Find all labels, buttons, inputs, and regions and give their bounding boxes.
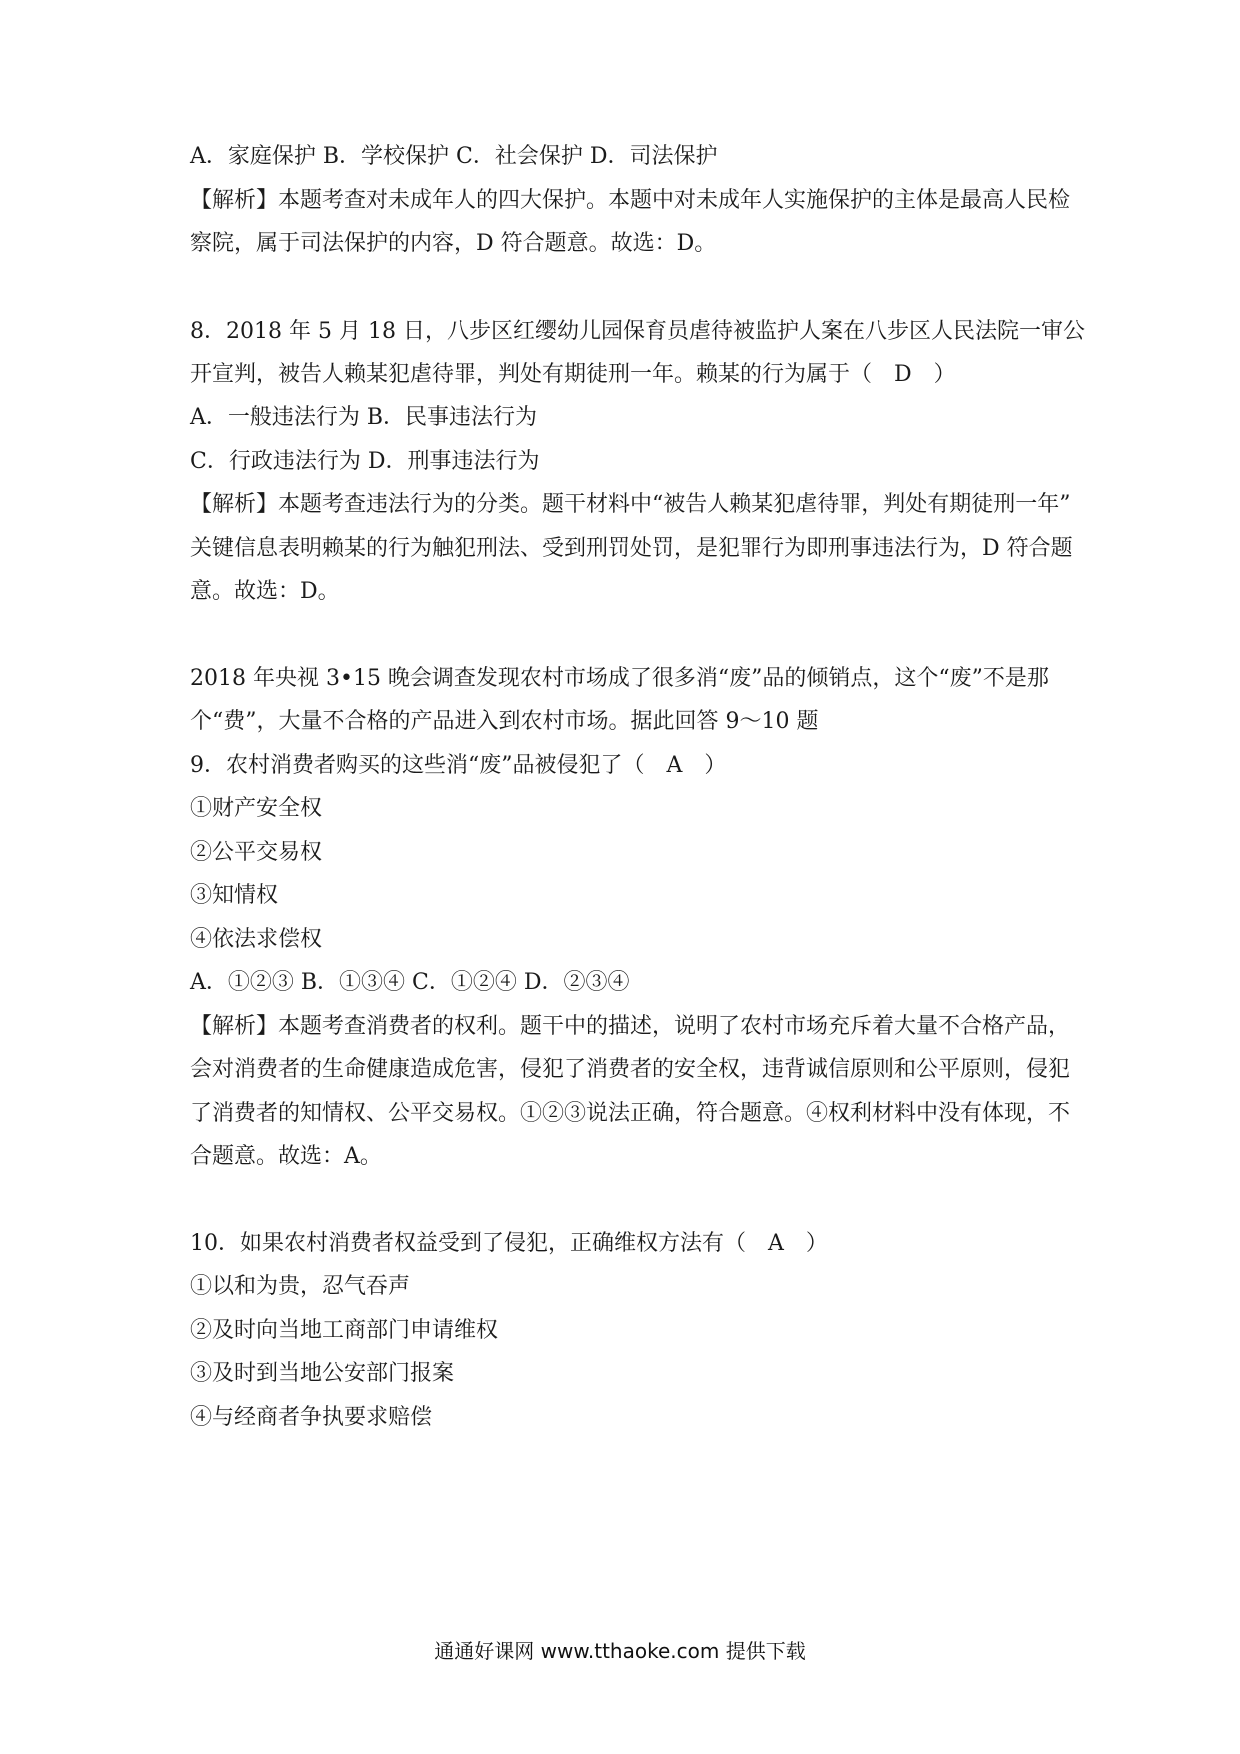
q7-options: A．家庭保护 B．学校保护 C．社会保护 D．司法保护 [190,144,718,169]
material-line-2: 个“费”，大量不合格的产品进入到农村市场。据此回答 9～10 题 [190,709,819,734]
q8-options-line-2: C．行政违法行为 D．刑事违法行为 [190,449,540,474]
q9-item-2: ②公平交易权 [190,840,323,865]
footer-watermark: 通通好课网 www.tthaoke.com 提供下载 [434,1639,806,1663]
material-line-1: 2018 年央视 3•15 晚会调查发现农村市场成了很多消“废”品的倾销点，这个“废”不是那 [190,666,1049,691]
q9-options: A．①②③ B．①③④ C．①②④ D．②③④ [190,970,630,995]
q9-analysis-line-4: 合题意。故选：A。 [190,1144,382,1169]
q8-analysis-line-1: 【解析】本题考查违法行为的分类。题干材料中“被告人赖某犯虐待罪，判处有期徒刑一年” [190,492,1071,517]
q9-analysis-line-2: 会对消费者的生命健康造成危害，侵犯了消费者的安全权，违背诚信原则和公平原则，侵犯 [190,1057,1071,1082]
q9-item-1: ①财产安全权 [190,796,323,821]
q10-stem: 10．如果农村消费者权益受到了侵犯，正确维权方法有（ A ） [190,1231,828,1256]
q7-analysis-line-1: 【解析】本题考查对未成年人的四大保护。本题中对未成年人实施保护的主体是最高人民检 [190,188,1071,213]
q8-stem-line-1: 8．2018 年 5 月 18 日，八步区红缨幼儿园保育员虐待被监护人案在八步区人民法院一审公 [190,319,1085,344]
q10-item-2: ②及时向当地工商部门申请维权 [190,1318,499,1343]
q7-analysis-line-2: 察院，属于司法保护的内容，D 符合题意。故选：D。 [190,231,717,256]
q8-analysis-line-2: 关键信息表明赖某的行为触犯刑法、受到刑罚处罚，是犯罪行为即刑事违法行为，D 符合题 [190,536,1073,561]
q10-item-1: ①以和为贵，忍气吞声 [190,1274,411,1299]
q9-item-3: ③知情权 [190,883,279,908]
q9-analysis-line-3: 了消费者的知情权、公平交易权。①②③说法正确，符合题意。④权利材料中没有体现，不 [190,1101,1071,1126]
q10-item-3: ③及时到当地公安部门报案 [190,1361,455,1386]
q10-item-4: ④与经商者争执要求赔偿 [190,1405,433,1430]
q8-stem-line-2: 开宣判，被告人赖某犯虐待罪，判处有期徒刑一年。赖某的行为属于（ D ） [190,362,956,387]
q8-options-line-1: A．一般违法行为 B．民事违法行为 [190,405,538,430]
q9-item-4: ④依法求偿权 [190,927,323,952]
q8-analysis-line-3: 意。故选：D。 [190,579,340,604]
q9-stem: 9．农村消费者购买的这些消“废”品被侵犯了（ A ） [190,753,727,778]
q9-analysis-line-1: 【解析】本题考查消费者的权利。题干中的描述，说明了农村市场充斥着大量不合格产品， [190,1014,1071,1039]
